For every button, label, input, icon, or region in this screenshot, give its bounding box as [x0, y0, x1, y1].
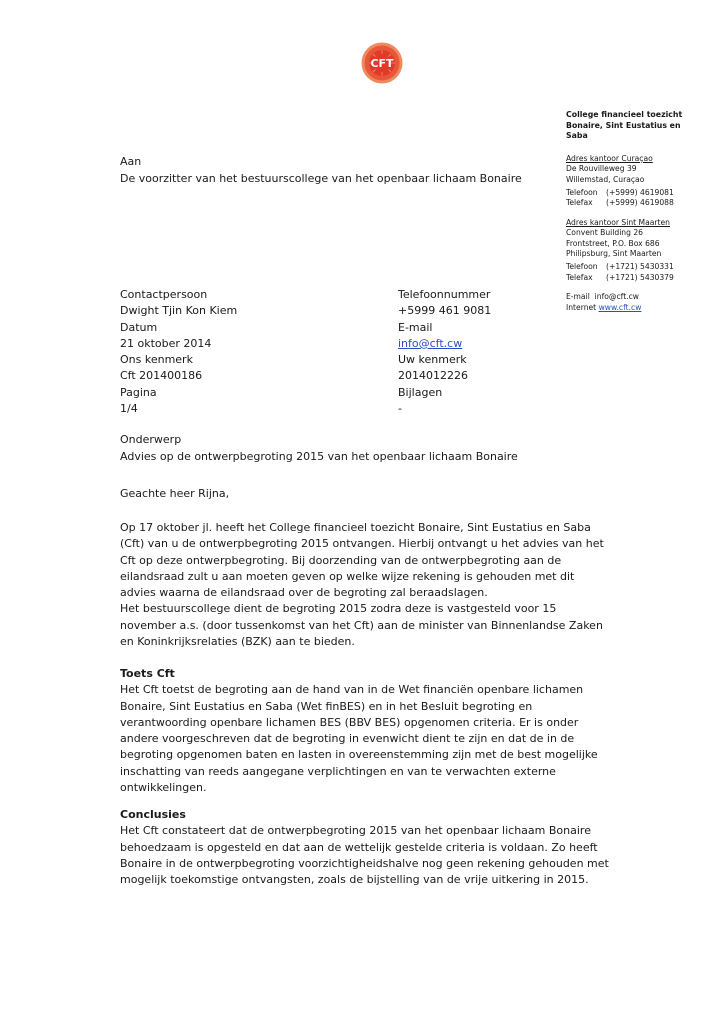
your-reference-label: Uw kenmerk	[398, 353, 467, 367]
attachments-value: -	[398, 402, 402, 416]
email-link[interactable]: info@cft.cw	[398, 336, 463, 350]
contact-value: Dwight Tjin Kon Kiem	[120, 304, 238, 318]
subject-value: Advies op de ontwerpbegroting 2015 van het openbaar lichaam Bonaire	[120, 450, 518, 463]
meta-left-column	[120, 287, 237, 417]
date-label: Datum	[120, 320, 158, 334]
salutation: Geachte heer Rijna,	[120, 487, 230, 500]
website-link[interactable]: www.cft.cw	[598, 302, 642, 312]
sidebar-email: info@cft.cw	[594, 292, 639, 302]
subject-block	[120, 431, 518, 465]
meta-right-column	[398, 287, 491, 417]
attachments-label: Bijlagen	[398, 385, 443, 399]
phone-label: Telefoonnummer	[398, 288, 491, 301]
toets-heading: Toets Cft	[120, 667, 175, 680]
subject-label: Onderwerp	[120, 433, 182, 446]
contact-label: Contactpersoon	[120, 288, 208, 301]
sint-maarten-fax: (+1721) 5430379	[606, 272, 674, 282]
addressee-block	[120, 153, 522, 187]
page-label: Pagina	[120, 385, 157, 399]
page-value: 1/4	[120, 402, 138, 416]
office-sint-maarten-heading: Adres kantoor Sint Maarten	[566, 217, 670, 227]
office-curacao-heading: Adres kantoor Curaçao	[566, 153, 653, 163]
email-label: E-mail	[398, 320, 433, 334]
date-value: 21 oktober 2014	[120, 336, 212, 350]
cft-seal-icon	[361, 42, 403, 84]
your-reference-value: 2014012226	[398, 369, 468, 383]
phone-value: +5999 461 9081	[398, 304, 492, 318]
sender-info: College financieel toezicht Bonaire, Sint Eustatius en Saba Adres kantoor Curaçao De Rouvilleweg 39 Willemstad, Curaçao Telefoon (+5999) 4619081 Telefax (+5999) 4619088 Adres kantoor Sint Maarten Convent Building 26 Frontstreet, P.O. Box 686 Philipsburg, Sint Maarten Telefoon (+1721) 5430331 Telefax (+1721) 5430379 E-mail info@cft.cw Internet www.cft.cw	[566, 110, 716, 313]
addressee-label: Aan	[120, 155, 142, 168]
toets-section: Toets Cft Het Cft toetst de begroting aan de hand van in de Wet financiën openbare lichamen Bonaire, Sint Eustatius en Saba (Wet finBES) en in het Besluit begroting en verantwoording openbare lichamen BES (BBV BES) opgenomen criteria. Er is onder andere voorgeschreven dat de begroting in evenwicht dient te zijn en dat de in de begroting opgenomen baten en lasten in overeenstemming zijn met de best mogelijke inschatting van reeds aangegane verplichtingen en van te verwachten externe ontwikkelingen.	[120, 666, 680, 796]
svg-text:CFT: CFT	[370, 57, 394, 70]
our-reference-value: Cft 201400186	[120, 369, 203, 383]
cft-logo	[361, 42, 403, 84]
org-name: College financieel toezicht Bonaire, Sint Eustatius en Saba	[566, 110, 683, 141]
intro-paragraph: Op 17 oktober jl. heeft het College financieel toezicht Bonaire, Sint Eustatius en Saba (Cft) van u de ontwerpbegroting 2015 ontvangen. Hierbij ontvangt u het advies van het Cft op deze ontwerpbegroting. Bij doorzending van de ontwerpbegroting aan de eilandsraad zult u aan moeten geven op welke wijze rekening is gehouden met dit advies waarna de eilandsraad over de begroting zal beraadslagen. Het bestuurscollege dient de begroting 2015 zodra deze is vastgesteld voor 15 november a.s. (door tussenkomst van het Cft) aan de minister van Binnenlandse Zaken en Koninkrijksrelaties (BZK) aan te bieden.	[120, 521, 604, 649]
office-sint-maarten: Adres kantoor Sint Maarten Convent Building 26 Frontstreet, P.O. Box 686 Philipsburg, Sint Maarten Telefoon (+1721) 5430331 Telefax (+1721) 5430379	[566, 218, 716, 283]
curacao-fax: (+5999) 4619088	[606, 198, 674, 208]
addressee-value: De voorzitter van het bestuurscollege van het openbaar lichaam Bonaire	[120, 172, 522, 185]
curacao-phone: (+5999) 4619081	[606, 188, 674, 197]
our-reference-label: Ons kenmerk	[120, 353, 193, 367]
sint-maarten-phone: (+1721) 5430331	[606, 262, 674, 272]
conclusies-section: Conclusies Het Cft constateert dat de ontwerpbegroting 2015 van het openbaar lichaam Bonaire behoedzaam is opgesteld en dat aan de wettelijk gestelde criteria is voldaan. Zo heeft Bonaire in de ontwerpbegroting voorzichtigheidshalve nog geen rekening gehouden met mogelijk toekomstige ontvangsten, zoals de bijstelling van de vrije uitkering in 2015.	[120, 807, 680, 888]
office-curacao: Adres kantoor Curaçao De Rouvilleweg 39 Willemstad, Curaçao Telefoon (+5999) 4619081 Telefax (+5999) 4619088	[566, 154, 716, 209]
conclusies-heading: Conclusies	[120, 808, 186, 821]
